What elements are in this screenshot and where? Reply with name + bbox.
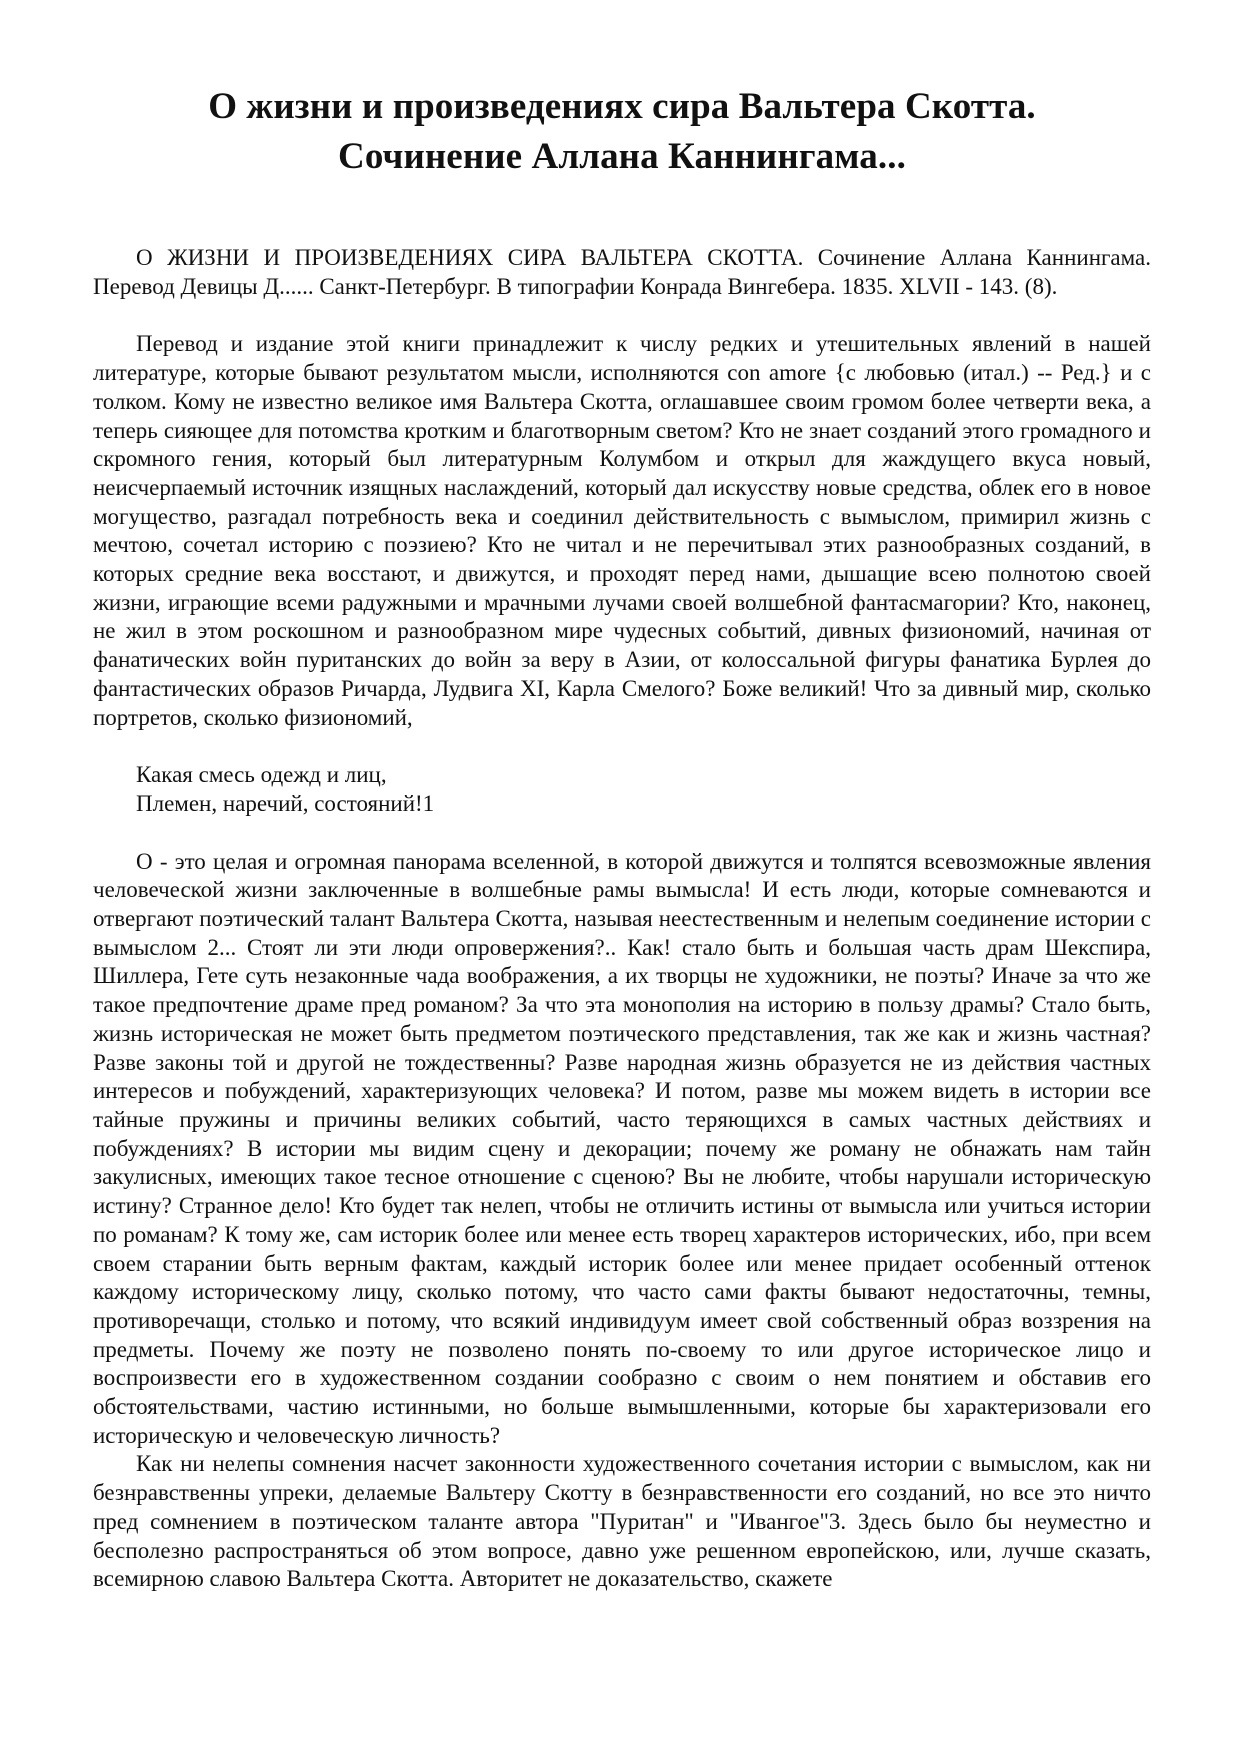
document-body — [93, 244, 1151, 1594]
verse-line-2: Племен, наречий, состояний!1 — [136, 790, 435, 816]
verse-line-1: Какая смесь одежд и лиц, — [136, 762, 387, 788]
title-line-2: Сочинение Аллана Каннингама... — [338, 136, 906, 177]
paragraph-1: Перевод и издание этой книги принадлежит к числу редких и утешительных явлений в нашей литературе, которые бывают результатом мысли, исполняются con amore {с любовью (итал.) -- Ред.} и с толком. Кому не известно великое имя Вальтера Скотта, оглашавшее своим громом более четверти века, а теперь сияющее для потомства кротким и благотворным светом? Кто не знает созданий этого громадного и скромного гения, который был литературным Колумбом и открыл для жаждущего вкуса новый, неисчерпаемый источник изящных наслаждений, который дал искусству новые средства, облек его в новое могущество, разгадал потребность века и соединил действительность с вымыслом, примирил жизнь с мечтою, сочетал историю с поэзиею? Кто не читал и не перечитывал этих разнообразных созданий, в которых средние века восстают, и движутся, и проходят перед нами, дышащие всею полнотою своей жизни, играющие всеми радужными и мрачными лучами своей волшебной фантасмагории? Кто, наконец, не жил в этом роскошном и разнообразном мире чудесных событий, дивных физиономий, начиная от фанатических войн пуританских до войн за веру в Азии, от колоссальной фигуры фанатика Бурлея до фантастических образов Ричарда, Лудвига XI, Карла Смелого? Боже великий! Что за дивный мир, сколько портретов, сколько физиономий, — [93, 331, 1151, 730]
bibliography-paragraph: О ЖИЗНИ И ПРОИЗВЕДЕНИЯХ СИРА ВАЛЬТЕРА СКОТТА. Сочинение Аллана Каннингама. Перевод Девицы Д...... Санкт-Петербург. В типографии Конрада Вингебера. 1835. XLVII - 143. (8). — [93, 245, 1151, 299]
paragraph-3: Как ни нелепы сомнения насчет законности художественного сочетания истории с вымыслом, как ни безнравственны упреки, делаемые Вальтеру Скотту в безнравственности его созданий, но все это ничто пред сомнением в поэтическом таланте автора "Пуритан" и "Ивангое"3. Здесь было бы неуместно и бесполезно распространяться об этом вопросе, давно уже решенном европейскою, или, лучше сказать, всемирною славою Вальтера Скотта. Авторитет не доказательство, скажете — [93, 1451, 1151, 1592]
document-title — [93, 82, 1151, 182]
paragraph-2: О - это целая и огромная панорама вселенной, в которой движутся и толпятся всевозможные явления человеческой жизни заключенные в волшебные рамы вымысла! И есть люди, которые сомневаются и отвергают поэтический талант Вальтера Скотта, называя неестественным и нелепым соединение истории с вымыслом 2... Стоят ли эти люди опровержения?.. Как! стало быть и большая часть драм Шекспира, Шиллера, Гете суть незаконные чада воображения, а их творцы не художники, не поэты? Иначе за что же такое предпочтение драме пред романом? За что эта монополия на историю в пользу драмы? Стало быть, жизнь историческая не может быть предметом поэтического представления, так же как и жизнь частная? Разве законы той и другой не тождественны? Разве народная жизнь образуется не из действия частных интересов и побуждений, характеризующих человека? И потом, разве мы можем видеть в истории все тайные пружины и причины великих событий, часто теряющихся в самых частных действиях и побуждениях? В истории мы видим сцену и декорации; почему же роману не обнажать нам тайн закулисных, имеющих такое тесное отношение с сценою? Вы не любите, чтобы нарушали историческую истину? Странное дело! Кто будет так нелеп, чтобы не отличить истины от вымысла или учиться истории по романам? К тому же, сам историк более или менее есть творец характеров исторических, ибо, при всем своем старании быть верным фактам, каждый историк более или менее придает особенный оттенок каждому историческому лицу, сколько потому, что часто сами факты бывают недостаточны, темны, противоречащи, столько и потому, что всякий индивидуум имеет свой собственный образ воззрения на предметы. Почему же поэту не позволено понять по-своему то или другое историческое лицо и воспроизвести его в художественном создании сообразно с своим о нем понятием и обставив его обстоятельствами, частию истинными, но больше вымышленными, которые бы характеризовали его историческую и человеческую личность? — [93, 848, 1151, 1448]
verse-quote — [136, 761, 1151, 818]
title-line-1: О жизни и произведениях сира Вальтера Скотта. — [208, 86, 1036, 127]
